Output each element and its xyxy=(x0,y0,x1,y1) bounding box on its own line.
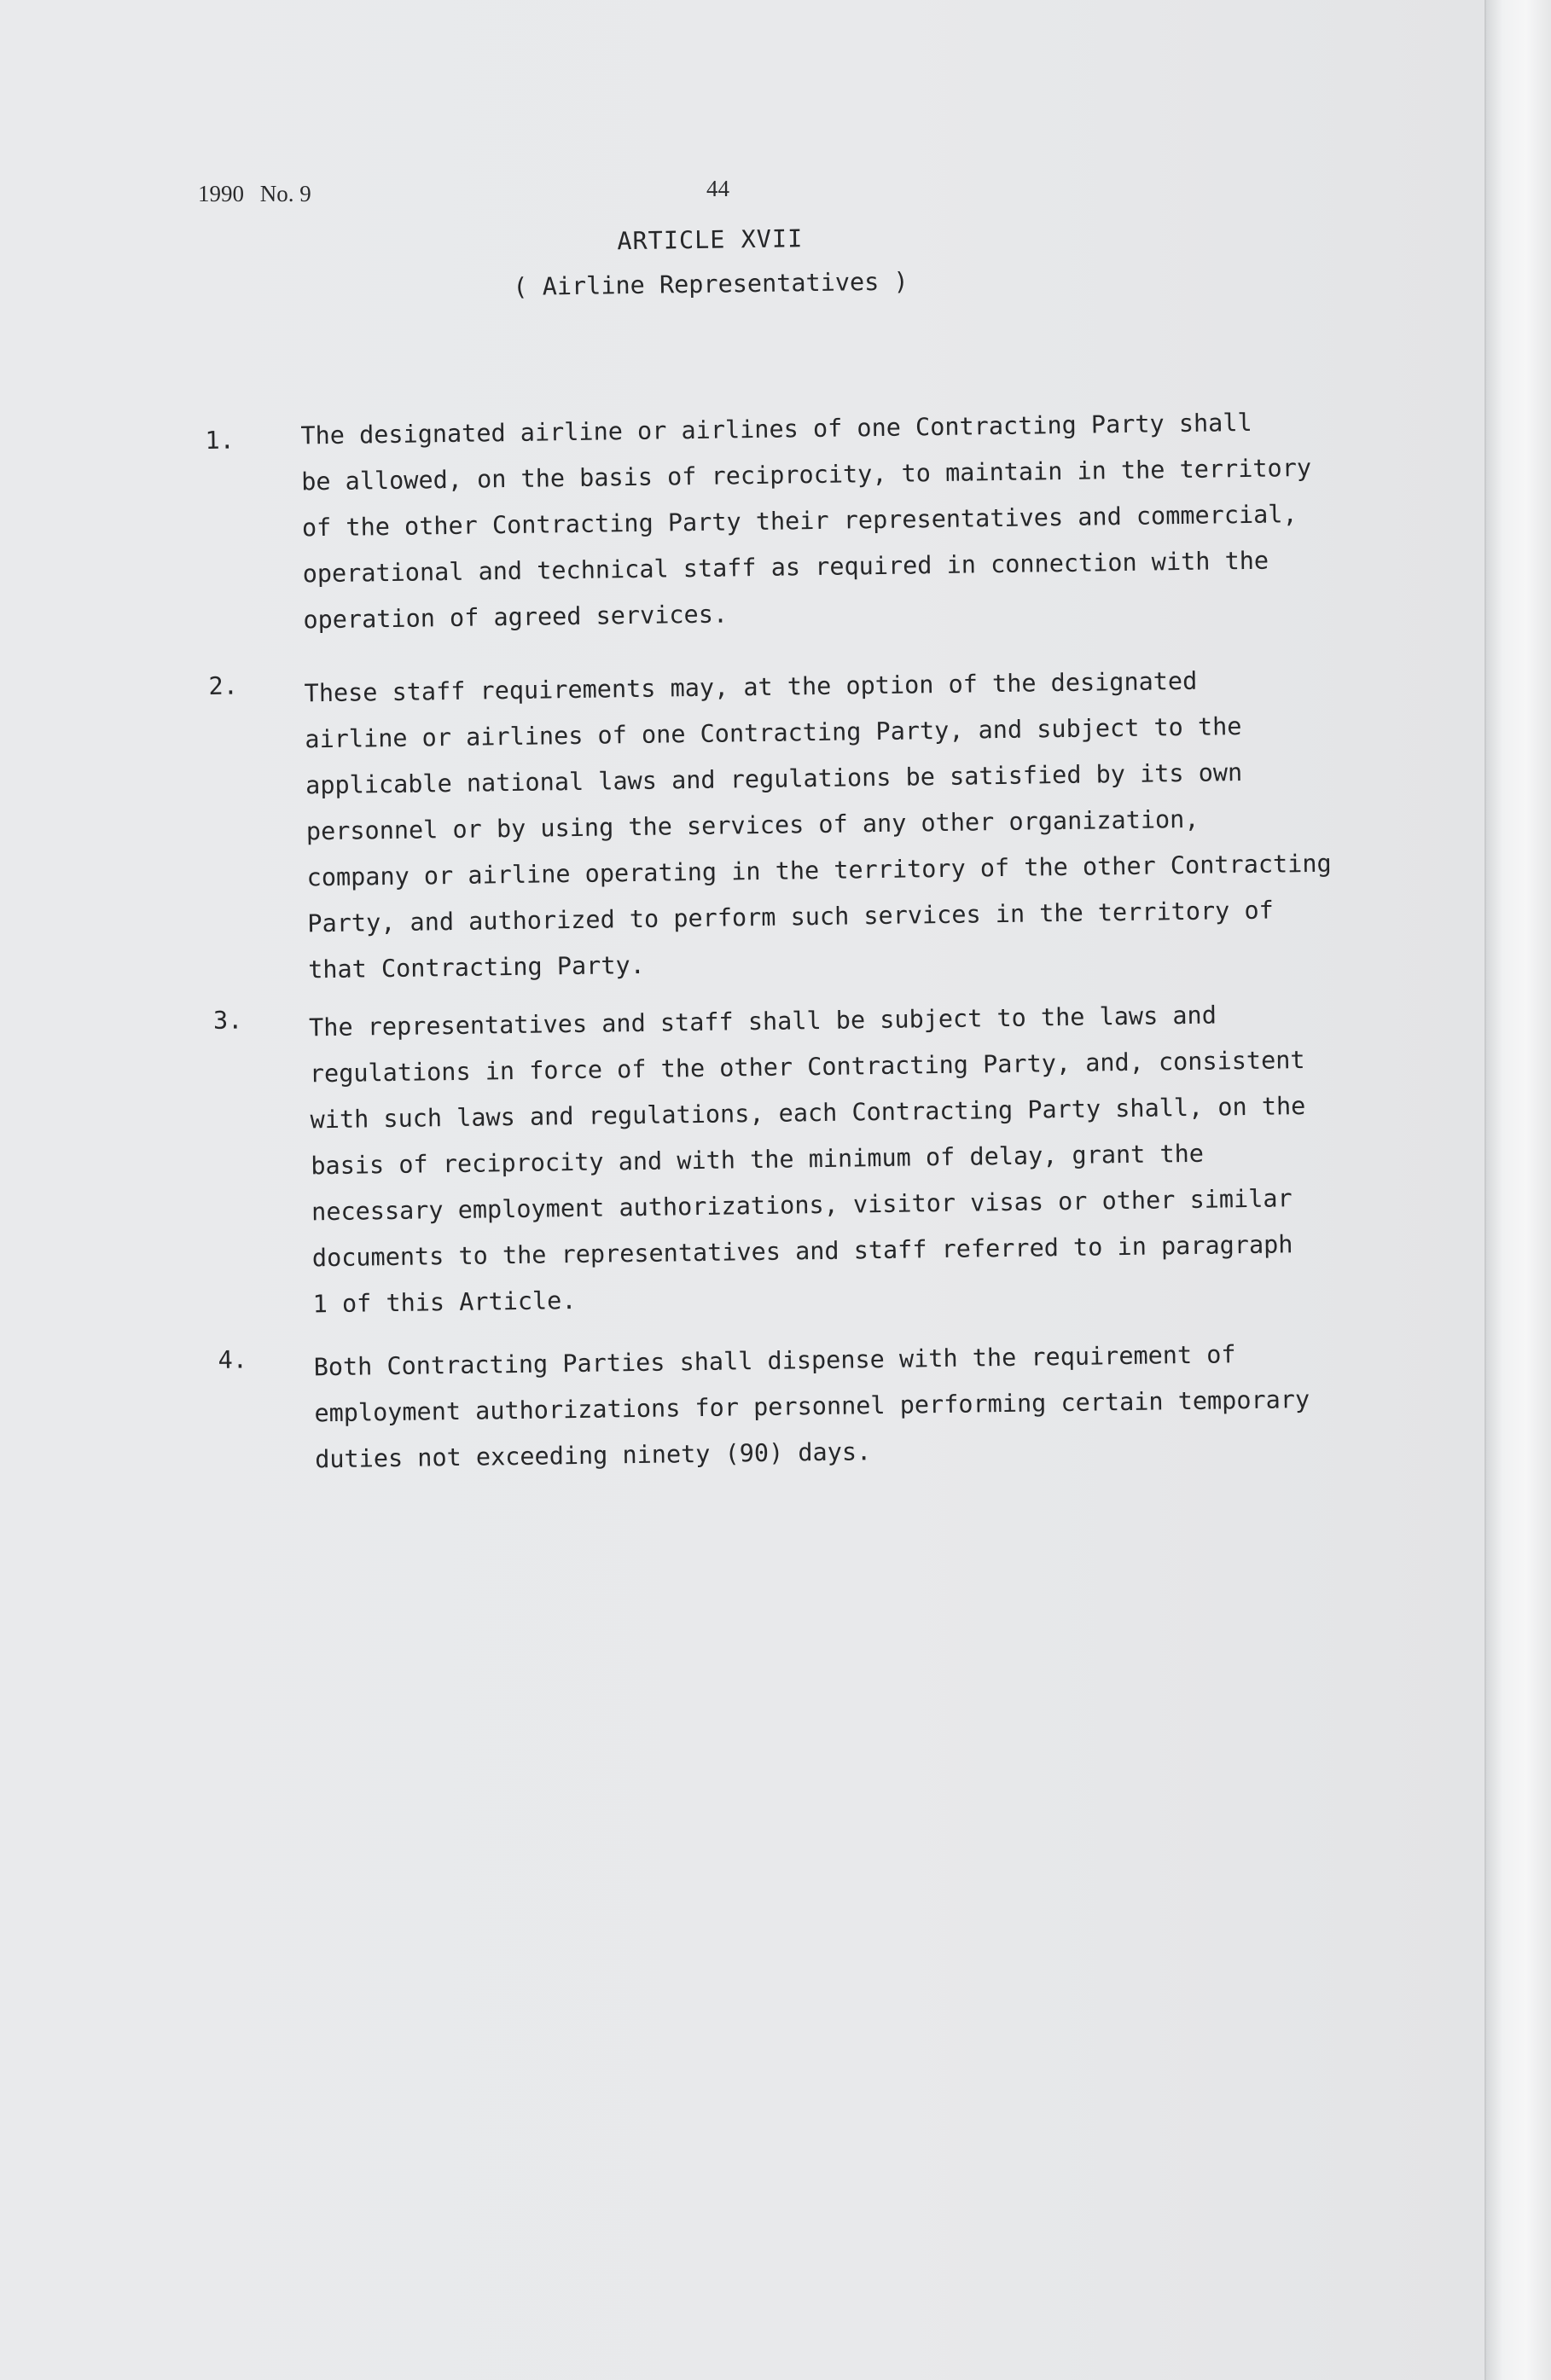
paragraph-2 xyxy=(208,655,1411,984)
paragraph-text: Both Contracting Parties shall dispense with the requirement of employment authorizations for personnel performing certain temporary duties not exceeding ninety (90) days. xyxy=(313,1340,1310,1474)
paragraph-3 xyxy=(212,990,1416,1319)
article-title: ARTICLE XVII xyxy=(617,224,804,256)
paragraph-text: The designated airline or airlines of one Contracting Party shall be allowed, on the basis of reciprocity, to maintain in the territory of the other Contracting Party their representatives and commercial, operational and technical staff as required in connection with the operation of agreed services. xyxy=(300,408,1312,635)
paragraph-4 xyxy=(218,1329,1420,1474)
article-subtitle: ( Airline Representatives ) xyxy=(513,267,909,301)
paragraph-number: 1. xyxy=(205,426,235,455)
paragraph-text: These staff requirements may, at the option of the designated airline or airlines of one Contracting Party, and subject to the applicable national laws and regulations be satisfied by its own personnel or by using the services of any other organization, company or airline operating in the territory of the other Contracting Party, and authorized to perform such services in the territory of that Contracting Party. xyxy=(304,666,1332,984)
paragraph-1 xyxy=(205,408,1408,635)
adjacent-page-edge xyxy=(1484,0,1551,2380)
paragraph-text: The representatives and staff shall be subject to the laws and regulations in force of the other Contracting Party, and, consistent with such laws and regulations, each Contracting Party shall, on the basis of reciprocity and with the minimum of delay, grant the necessary employment authorizations, visitor visas or other similar documents to the representatives and staff referred to in paragraph 1 of this Article. xyxy=(308,1001,1306,1319)
paragraph-number: 2. xyxy=(208,671,239,700)
running-header xyxy=(198,181,322,207)
header-year: 1990 xyxy=(198,181,244,206)
page-number: 44 xyxy=(706,176,729,201)
paragraph-number: 4. xyxy=(218,1345,248,1374)
header-issue: No. 9 xyxy=(259,181,311,206)
paragraph-number: 3. xyxy=(212,1006,243,1035)
